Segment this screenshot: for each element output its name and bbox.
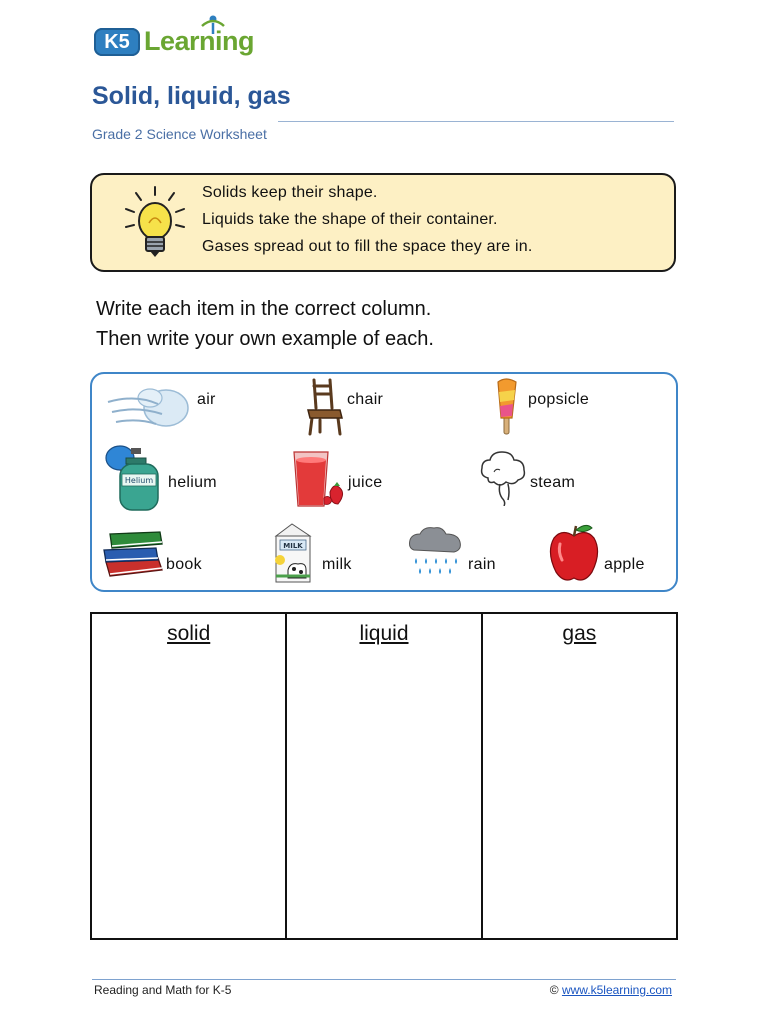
footer-copyright (550, 983, 672, 997)
column-solid[interactable] (92, 614, 287, 938)
item-label-rain: rain (468, 556, 496, 573)
word-bank-item-juice (290, 448, 410, 512)
milk-carton-icon (266, 522, 320, 584)
apple-icon (546, 522, 602, 584)
item-label-steam: steam (530, 474, 576, 491)
tip-box (90, 173, 676, 272)
popsicle-icon (490, 378, 524, 436)
item-label-book: book (166, 556, 202, 573)
logo-person-icon (198, 14, 228, 36)
logo-k5-badge: K5 (94, 28, 140, 56)
item-label-juice: juice (348, 474, 383, 491)
helium-tank-icon (104, 444, 164, 512)
milk-carton-label: MILK (283, 542, 303, 550)
rain-cloud-icon (406, 524, 464, 582)
word-bank-item-helium (104, 444, 234, 512)
juice-glass-icon (290, 448, 346, 510)
word-bank-item-milk (266, 522, 366, 584)
item-label-apple: apple (604, 556, 645, 573)
item-label-chair: chair (347, 391, 384, 408)
word-bank-item-steam (478, 448, 618, 508)
column-liquid[interactable] (287, 614, 482, 938)
footer-tagline: Reading and Math for K-5 (94, 983, 232, 997)
column-header-gas: gas (562, 622, 597, 645)
word-bank-item-book (102, 528, 232, 582)
page-subtitle: Grade 2 Science Worksheet (92, 126, 267, 142)
item-label-popsicle: popsicle (528, 391, 590, 408)
word-bank-item-rain (406, 524, 516, 584)
tip-line-liquids: Liquids take the shape of their container. (202, 211, 498, 228)
word-bank-item-air (106, 382, 246, 438)
chair-icon (304, 376, 344, 436)
footer-website-link[interactable]: www.k5learning.com (561, 983, 672, 997)
item-label-air: air (197, 391, 216, 408)
tip-line-solids: Solids keep their shape. (202, 184, 378, 201)
word-bank-item-popsicle (488, 378, 638, 438)
page-title: Solid, liquid, gas (92, 82, 291, 110)
item-label-helium: helium (168, 474, 217, 491)
books-icon (102, 528, 166, 580)
steam-cloud-icon (478, 448, 528, 506)
item-label-milk: milk (322, 556, 352, 573)
wind-icon (106, 384, 190, 434)
title-divider (278, 121, 674, 122)
word-bank (90, 372, 678, 592)
word-bank-item-apple (546, 522, 666, 584)
k5-learning-logo (94, 14, 264, 62)
logo-wordmark: Learning (144, 26, 255, 56)
instruction-line-1: Write each item in the correct column. (96, 298, 432, 320)
tip-line-gases: Gases spread out to fill the space they are in. (202, 238, 533, 255)
footer-divider (92, 979, 676, 980)
column-header-liquid: liquid (359, 622, 409, 645)
copyright-symbol: © (549, 983, 559, 997)
word-bank-item-chair (300, 376, 410, 438)
column-gas[interactable] (483, 614, 676, 938)
helium-tank-label: Helium (124, 476, 154, 485)
column-header-solid: solid (167, 622, 211, 645)
instruction-line-2: Then write your own example of each. (96, 328, 434, 350)
lightbulb-icon (122, 185, 188, 263)
sorting-table (90, 612, 678, 940)
